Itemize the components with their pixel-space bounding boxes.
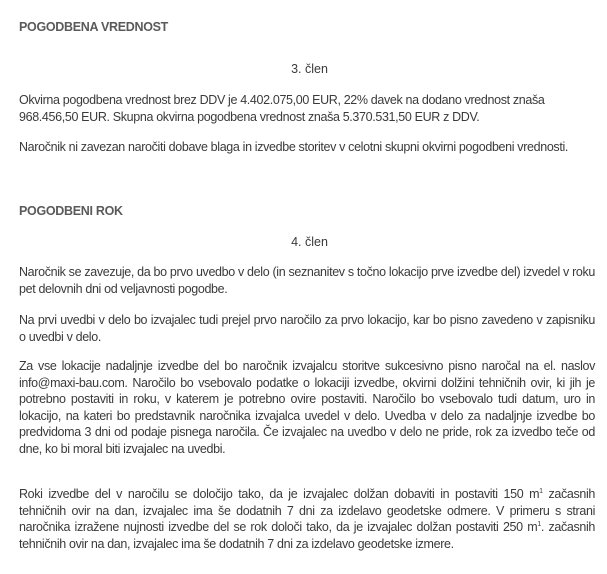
article-number-4: 4. člen <box>291 235 328 249</box>
paragraph-contract-value: Okvirna pogodbena vrednost brez DDV je 4.402.075,00 EUR, 22% davek na dodano vrednost znaša 968.456,50 EUR. Skupna okvirna pogodbena vrednost znaša 5.370.531,50 EUR z DDV. <box>19 93 545 124</box>
paragraph-first-introduction: Naročnik se zavezuje, da bo prvo uvedbo v delo (in seznanitev s točno lokacijo prve izvedbe del) izvedel v roku pet delovnih dni od veljavnosti pogodbe. <box>19 265 595 296</box>
paragraph-deadlines: Roki izvedbe del v naročilu se določijo tako, da je izvajalec dolžan dobaviti in postaviti 150 $m^1$ začasnih tehničnih ovir na dan, izvajalec ima še dodatnih 7 dni za izdelavo geodetske odmere. V primeru s strani naročnika izražene nujnosti izvedbe del se rok določi tako, da je izvajalec dolžan postaviti 250 $m^1$. začasnih tehničnih ovir na dan, izvajalec ima še dodatnih 7 dni za izdelavo geodetske izmere. <box>19 487 595 551</box>
paragraph-first-order: Na prvi uvedbi v delo bo izvajalec tudi prejel prvo naročilo za prvo lokacijo, kar bo pisno zavedeno v zapisniku o uvedbi v delo. <box>19 313 595 344</box>
paragraph-subsequent-orders: Za vse lokacije nadaljnje izvedbe del bo naročnik izvajalcu storitve sukcesivno pisno naročal na el. naslov info@maxi-bau.com. Naročilo bo vsebovalo podatke o lokaciji izvedbe, okvirni dolžini tehničnih ovir, ki jih je potrebno postaviti in roku, v katerem je potrebno ovire postaviti. Naročilo bo vsebovalo tudi datum, uro in lokacijo, na kateri bo predstavnik naročnika izvajalca uvedel v delo. Uvedba v delo za nadaljnje izvedbe bo predvidoma 3 dni od podaje pisnega naročila. Če izvajalec na uvedbo v delo ne pride, rok za izvedbo teče od dne, ko bi moral biti izvajalec na uvedbi. <box>19 359 595 456</box>
paragraph-no-obligation: Naročnik ni zavezan naročiti dobave blaga in izvedbe storitev v celotni skupni okvirni pogodbeni vrednosti. <box>19 140 568 154</box>
section-heading-contract-value: POGODBENA VREDNOST <box>19 20 169 34</box>
section-heading-contract-term: POGODBENI ROK <box>19 204 123 218</box>
article-number-3: 3. člen <box>291 62 328 76</box>
